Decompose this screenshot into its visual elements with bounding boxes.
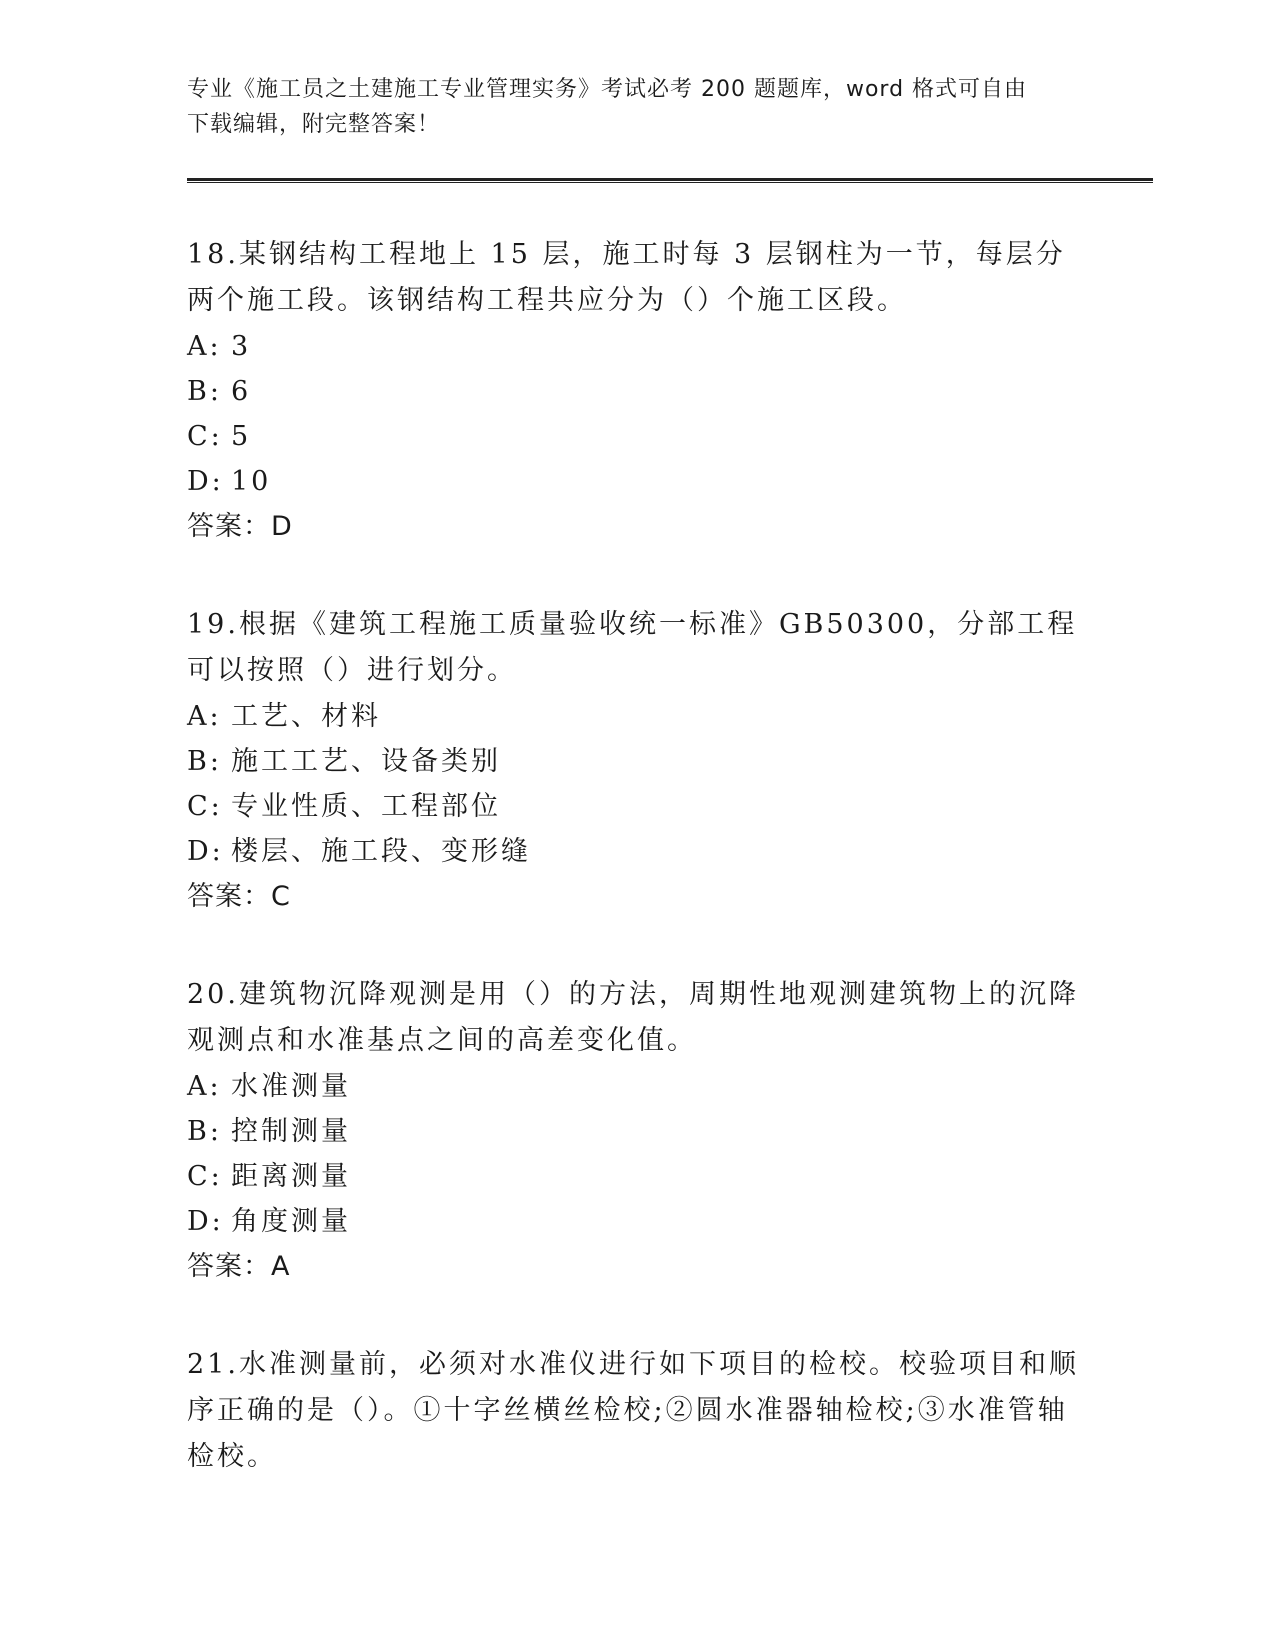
option-b — [187, 1109, 1087, 1154]
question-stem: 19.根据《建筑工程施工质量验收统一标准》GB50300，分部工程可以按照（）进行划分。 — [187, 609, 1078, 686]
option-c — [187, 414, 1087, 459]
option-text: 5 — [231, 421, 252, 452]
option-key: D: — [187, 836, 224, 867]
option-key: C: — [187, 1161, 223, 1192]
option-key: A: — [187, 331, 222, 362]
option-d — [187, 1199, 1087, 1244]
option-c — [187, 784, 1087, 829]
option-text: 角度测量 — [231, 1206, 351, 1237]
option-key: B: — [187, 376, 222, 407]
option-text: 楼层、施工段、变形缝 — [231, 836, 531, 867]
option-key: A: — [187, 1071, 222, 1102]
option-text: 水准测量 — [231, 1071, 351, 1102]
question-20 — [187, 972, 1087, 1290]
option-text: 控制测量 — [231, 1116, 351, 1147]
option-key: D: — [187, 1206, 224, 1237]
question-stem: 18.某钢结构工程地上 15 层，施工时每 3 层钢柱为一节，每层分两个施工段。该钢结构工程共应分为（）个施工区段。 — [187, 239, 1066, 316]
option-b — [187, 369, 1087, 414]
option-key: C: — [187, 421, 223, 452]
document-header — [187, 72, 1067, 142]
option-d — [187, 459, 1087, 504]
option-a — [187, 694, 1087, 739]
answer-line: 答案：C — [187, 881, 291, 912]
header-divider — [187, 178, 1153, 183]
option-text: 3 — [231, 331, 252, 362]
option-d — [187, 829, 1087, 874]
option-text: 6 — [231, 376, 252, 407]
question-stem: 21.水准测量前，必须对水准仪进行如下项目的检校。校验项目和顺序正确的是（）。①十字丝横丝检校;②圆水准器轴检校;③水准管轴检校。 — [187, 1349, 1079, 1472]
question-list — [187, 232, 1087, 1532]
option-text: 专业性质、工程部位 — [231, 791, 501, 822]
option-c — [187, 1154, 1087, 1199]
question-19 — [187, 602, 1087, 920]
option-key: B: — [187, 1116, 222, 1147]
option-text: 工艺、材料 — [231, 701, 381, 732]
header-line-2: 下载编辑，附完整答案！ — [187, 112, 441, 137]
option-text: 10 — [231, 466, 272, 497]
question-18 — [187, 232, 1087, 550]
option-key: C: — [187, 791, 223, 822]
question-stem: 20.建筑物沉降观测是用（）的方法，周期性地观测建筑物上的沉降观测点和水准基点之间的高差变化值。 — [187, 979, 1079, 1056]
option-key: B: — [187, 746, 222, 777]
header-line-1: 专业《施工员之土建施工专业管理实务》考试必考 200 题题库，word 格式可自由 — [187, 77, 1028, 102]
option-text: 距离测量 — [231, 1161, 351, 1192]
option-key: D: — [187, 466, 224, 497]
option-text: 施工工艺、设备类别 — [231, 746, 501, 777]
option-a — [187, 324, 1087, 369]
option-b — [187, 739, 1087, 784]
question-21 — [187, 1342, 1087, 1480]
answer-line: 答案：D — [187, 511, 293, 542]
option-key: A: — [187, 701, 222, 732]
option-a — [187, 1064, 1087, 1109]
answer-line: 答案：A — [187, 1251, 291, 1282]
